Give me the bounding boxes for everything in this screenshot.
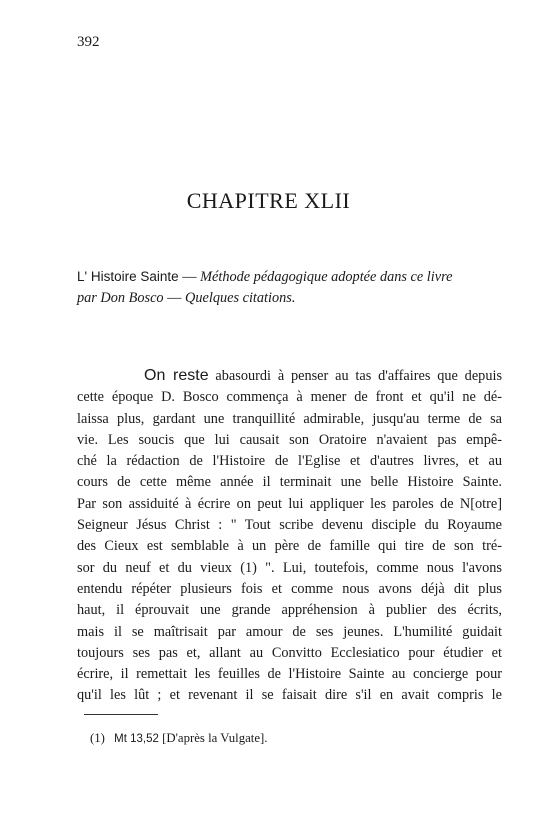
body-line: ché la rédaction de l'Histoire de l'Eglise et d'autres livres, et au: [77, 453, 502, 470]
footnote: [90, 731, 268, 746]
body-line: laissa plus, gardant une tranquillité admirable, jusqu'au terme de sa: [77, 410, 502, 427]
body-line: cours de cette même année il terminait une belle Histoire Sainte.: [77, 474, 502, 491]
summary-topic-line1: Méthode pédagogique adoptée dans ce livre: [200, 269, 453, 285]
page-number: 392: [77, 34, 100, 50]
body-line: Par son assiduité à écrire on peut lui appliquer les paroles de N[otre]: [77, 495, 502, 512]
footnote-reference: Mt 13,52: [114, 733, 159, 745]
body-line: haut, il éprouvait une grande appréhension à publier des écrits,: [77, 602, 502, 619]
body-line: Seigneur Jésus Christ : " Tout scribe devenu disciple du Royaume: [77, 517, 502, 534]
body-line: toujours ses pas et, allant au Convitto Ecclesiatico pour étudier et: [77, 644, 502, 661]
summary-subject: L' Histoire Sainte: [77, 269, 179, 284]
body-line: qu'il les lût ; et revenant il se faisait dire s'il en avait compris le: [77, 687, 502, 704]
body-line: écrire, il remettait les feuilles de l'Histoire Sainte au concierge pour: [77, 666, 502, 683]
chapter-summary: [77, 266, 502, 309]
summary-dash: —: [163, 290, 186, 306]
body-line: entendu répéter plusieurs fois et comme nous avons déjà dit plus: [77, 580, 502, 597]
body-line: cette époque D. Bosco commença à mener de front et qu'il ne dé-: [77, 389, 502, 406]
opening-words: On reste: [144, 367, 209, 384]
body-line: On reste abasourdi à penser au tas d'affaires que depuis: [144, 367, 503, 384]
body-line: des Cieux est semblable à un père de famille qui tire de son tré-: [77, 538, 502, 555]
footnote-note: [D'après la Vulgate].: [162, 731, 268, 745]
body-paragraph: [77, 365, 502, 707]
summary-topic3: Quelques citations.: [185, 290, 296, 306]
summary-topic-line2: par Don Bosco: [77, 290, 164, 306]
body-line: sor du neuf et du vieux (1) ". Lui, toutefois, comme nous l'avons: [77, 559, 502, 576]
body-line: vie. Les soucis que lui causait son Oratoire n'avaient pas empê-: [77, 431, 502, 448]
footnote-mark: (1): [90, 731, 105, 745]
body-line: mais il se maîtrisait par amour de ses jeunes. L'humilité guidait: [77, 623, 502, 640]
chapter-title: CHAPITRE XLII: [186, 188, 351, 213]
footnote-divider: [84, 714, 158, 715]
summary-dash: —: [178, 269, 201, 285]
